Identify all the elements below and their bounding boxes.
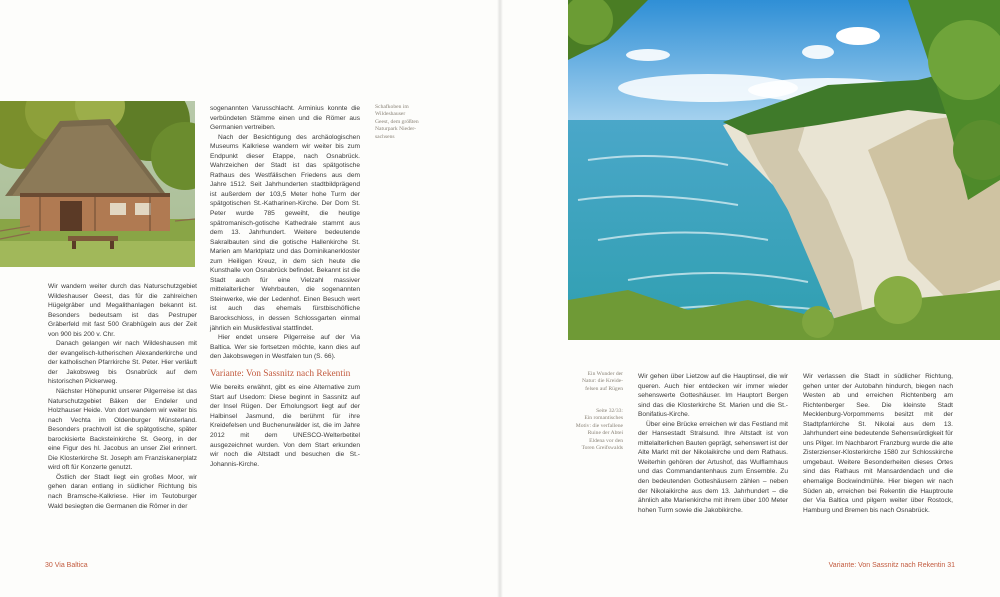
page-number-left: 30 Via Baltica <box>45 562 88 569</box>
paragraph: sogenannten Varusschlacht. Arminius konnte die verbündeten Stämme einen und die Römer aus Germanien vertreiben. <box>210 105 360 132</box>
book-gutter <box>497 0 503 597</box>
page-number-right: Variante: Von Sassnitz nach Rekentin 31 <box>828 562 955 569</box>
left-column-1 <box>48 282 197 511</box>
next-page-caption: Seite 32/33: Ein romantisches Motiv: die verfallene Ruine der Abtei Eldena vor den Toren Greifswalds <box>575 408 623 452</box>
thatched-barn-illustration <box>0 101 195 267</box>
section-subheading: Variante: Von Sassnitz nach Rekentin <box>210 368 351 379</box>
thatched-barn-photo <box>0 101 195 267</box>
paragraph: Wir wandern weiter durch das Naturschutzgebiet Wildeshauser Geest, das für die zahlreichen Hügelgräber und Megalithanlagen bekannt ist. Besonders bedeutsam ist das Pestruper Gräberfeld mit fast 500 Grabhügeln aus der Zeit von 900 bis 200 v. Chr. <box>48 283 197 338</box>
right-column-1 <box>638 372 788 515</box>
paragraph: Nächster Höhepunkt unserer Pilgerreise ist das Naturschutzgebiet Bäken der Endeler und Holzhauser Heide. Von dort wandern wir weiter bis nach Vechta im Oldenburger Münsterland. Besonders prachtvoll ist die spätgotische, später barockisierte Backsteinkirche St. Georg, in der eine Figur des hl. Jacobus an unser Ziel erinnert. Die Klosterkirche St. Joseph am Franziskanerplatz wird oft für Konzerte genutzt. <box>48 388 197 472</box>
paragraph: Über eine Brücke erreichen wir das Festland mit der Hansestadt Stralsund. Ihre Altstadt ist von mittelalterlichen Bauten geprägt, sehenswert ist der Alte Markt mit der Nikolaikirche und dem Rathaus. Weiterhin gehören der Artushof, das Wulflamhaus und das Commandantenhaus zum Ensemble. Zu den bedeutenden Gotteshäusern zählen – neben der Nikolaikirche aus dem 13. Jahrhundert – die ähnlich alte Marienkirche mit ihrem über 100 Meter hohen Turm sowie die Jakobikirche. <box>638 420 788 514</box>
left-column-2 <box>210 104 360 469</box>
paragraph: Wir gehen über Lietzow auf die Hauptinsel, die wir queren. Auch hier entdecken wir immer wieder sehenswerte Gotteshäuser. Im Hauptort Bergen sind das die Klosterkirche St. Marien und die St.-Bonifatius-Kirche. <box>638 373 788 419</box>
paragraph: Wir verlassen die Stadt in südlicher Richtung, gehen unter der Autobahn hindurch, biegen nach Westen ab und erreichen Richtenberg am Richtenberger See. Die kleinste Stadt Mecklenburg-Vorpommerns besitzt mit der Stadtpfarrkirche St. Nikolai aus dem 13. Jahrhundert eine bedeutende Sehenswürdigkeit für uns Pilger. Im Nachbarort Franzburg wurde die alte Zisterzienser-Klosterkirche 1580 zur Schlosskirche umgebaut. Weitere Besonderheiten dieses Ortes sind das Rathaus mit Mansardendach und die ehemalige Bockwindmühle. Hier biegen wir nach Süden ab, erreichen bei Rekentin die Hauptroute der Via Baltica und pilgern weiter über Rostock, Hamburg und Bremen bis nach Osnabrück. <box>803 373 953 514</box>
right-page <box>500 0 1000 597</box>
paragraph: Wie bereits erwähnt, gibt es eine Alternative zum Start auf Usedom: Diese beginnt in Sassnitz auf der Insel Rügen. Der Erholungsort liegt auf der Halbinsel Jasmund, die berühmt für ihre Kreidefelsen und Buchenurwälder ist, die im Jahre 2012 mit dem UNESCO-Welterbetitel ausgezeichnet wurden. Von dem Start erkunden wir noch die Altstadt und besuchen die St.-Johannis-Kirche. <box>210 384 360 468</box>
barn-photo-caption: Schafkoben im Wildeshauser Geest, dem größten Naturpark Nieder- sachsens <box>375 104 419 140</box>
paragraph: Nach der Besichtigung des archäologischen Museums Kalkriese wandern wir weiter bis zum Endpunkt dieser Etappe, nach Osnabrück. Wahrzeichen der Stadt ist das spätgotische Rathaus des Westfälischen Friedens aus dem Jahre 1512. Seit Jahrhunderten stadtbildprägend ist außerdem der 103,5 Meter hohe Turm der spätgotischen St.-Katharinen-Kirche. Der Dom St. Peter wurde 785 geweiht, die heutige spätromanisch-gotische Kathedrale stammt aus dem 13. Jahrhundert. Weitere bedeutende Sakralbauten sind die gotische Hallenkirche St. Marien am Marktplatz und das Dominikanerkloster zum Heiligen Kreuz, in dem sich heute die Kunsthalle von Osnabrück befindet. Bekannt ist die Stadt auch für eine Vielzahl massiver mittelalterlicher Wehrbauten, die sogenannten Steinwerke, wie der Ledenhof. Einen Besuch wert ist auch das ehemals fürstbischöfliche Barockschloss, in dessen Schlossgarten einmal jährlich ein Musikfestival stattfindet. <box>210 133 360 332</box>
right-column-2 <box>803 372 953 515</box>
paragraph: Östlich der Stadt liegt ein großes Moor, wir gehen daran entlang in südlicher Richtung bis nach Bramsche-Kalkriese. Hier im Teutoburger Wald besiegten die Germanen die Römer in der <box>48 473 197 510</box>
chalk-cliffs-illustration <box>568 0 1000 340</box>
paragraph: Danach gelangen wir nach Wildeshausen mit der evangelisch-lutherischen Alexanderkirche und der katholischen Pfarrkirche St. Peter. Hier verläuft der Jakobsweg bis Osnabrück auf dem historischen Pickerweg. <box>48 340 197 386</box>
chalk-cliffs-photo <box>568 0 1000 340</box>
cliffs-photo-caption: Ein Wunder der Natur: die Kreide- felsen auf Rügen <box>581 371 623 392</box>
paragraph: Hier endet unsere Pilgerreise auf der Via Baltica. Wer sie fortsetzen möchte, kann dies auf den Jakobswegen in Westfalen tun (S. 66). <box>210 334 360 361</box>
